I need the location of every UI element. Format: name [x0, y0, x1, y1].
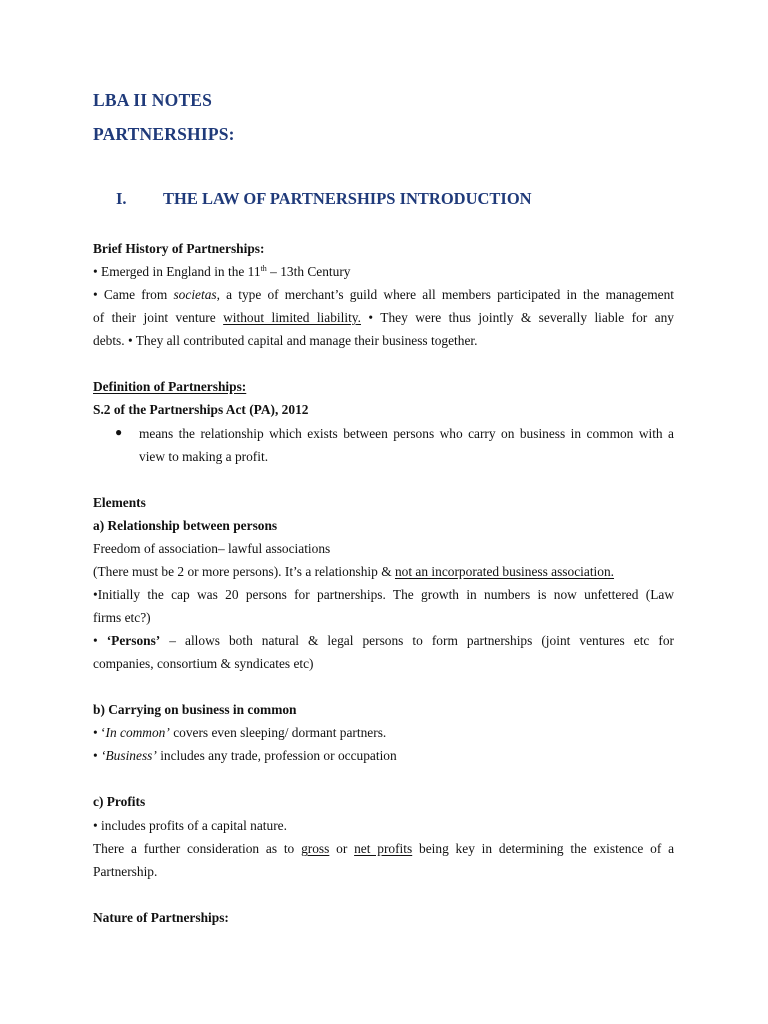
section-title: THE LAW OF PARTNERSHIPS INTRODUCTION [163, 189, 532, 208]
element-b-line-1: • ‘In common’ covers even sleeping/ dormant partners. [93, 725, 387, 740]
element-a-line-6: companies, consortium & syndicates etc) [93, 656, 314, 671]
element-c-heading: c) Profits [93, 794, 146, 809]
element-a-line-2: (There must be 2 or more persons). It’s a relationship & not an incorporated business association. [93, 564, 615, 579]
definition-bullet-line-2: view to making a profit. [139, 449, 269, 464]
section-number: I. [116, 189, 127, 208]
element-b-heading: b) Carrying on business in common [93, 702, 297, 717]
doc-subtitle: PARTNERSHIPS: [93, 124, 235, 144]
element-b-line-2: • ‘Business’ includes any trade, profession or occupation [93, 748, 397, 763]
element-a-line-1: Freedom of association– lawful associations [93, 541, 331, 556]
history-line-1: • Emerged in England in the 11th – 13th Century [93, 264, 351, 279]
section-heading [116, 189, 532, 209]
history-line-2: • Came from societas, a type of merchant’s guild where all members participated in the management [93, 287, 674, 302]
definition-act: S.2 of the Partnerships Act (PA), 2012 [93, 402, 309, 417]
element-a-line-5: • ‘Persons’ – allows both natural & legal persons to form partnerships (joint ventures etc for [93, 633, 674, 648]
definition-bullet-line-1: means the relationship which exists between persons who carry on business in common with a [139, 426, 674, 441]
history-heading: Brief History of Partnerships: [93, 241, 265, 256]
element-c-line-3: Partnership. [93, 864, 158, 879]
doc-title: LBA II NOTES [93, 90, 213, 110]
definition-heading: Definition of Partnerships: [93, 379, 247, 394]
elements-heading: Elements [93, 495, 146, 510]
element-c-line-1: • includes profits of a capital nature. [93, 818, 287, 833]
history-line-3: of their joint venture without limited liability. • They were thus jointly & severally liable for any [93, 310, 674, 325]
element-a-line-3: •Initially the cap was 20 persons for partnerships. The growth in numbers is now unfettered (Law [93, 587, 674, 602]
element-c-line-2: There a further consideration as to gross or net profits being key in determining the existence of a [93, 841, 675, 856]
nature-heading: Nature of Partnerships: [93, 910, 229, 925]
bullet-icon: ● [115, 425, 123, 439]
element-a-line-4: firms etc?) [93, 610, 151, 625]
history-line-4: debts. • They all contributed capital and manage their business together. [93, 333, 478, 348]
element-a-heading: a) Relationship between persons [93, 518, 278, 533]
